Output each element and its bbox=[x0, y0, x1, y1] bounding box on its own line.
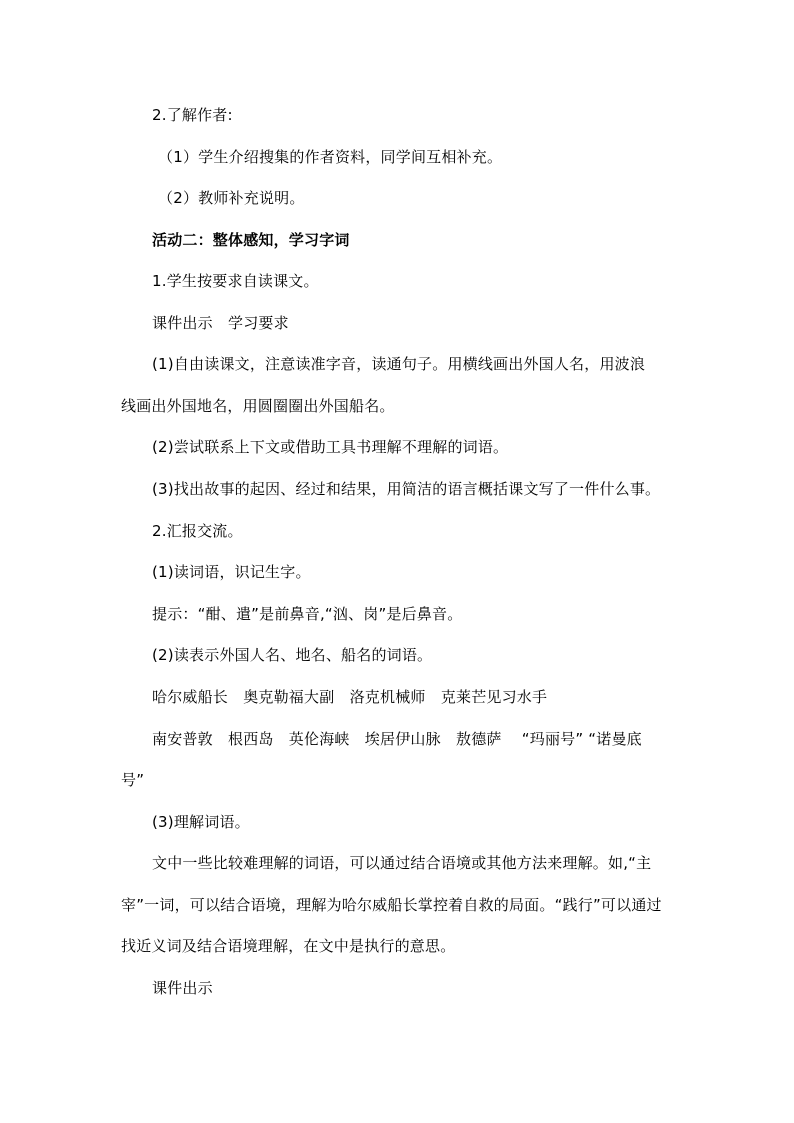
paragraph: (1)自由读课文，注意读准字音，读通句子。用横线画出外国人名，用波浪 bbox=[152, 355, 646, 373]
paragraph: 提示：“酣、遣”是前鼻音,“汹、岗”是后鼻音。 bbox=[152, 605, 463, 623]
paragraph: 2.汇报交流。 bbox=[152, 522, 243, 540]
activity-heading: 活动二：整体感知，学习字词 bbox=[152, 231, 350, 249]
paragraph: (1)读词语，识记生字。 bbox=[152, 563, 311, 581]
paragraph: 课件出示 bbox=[152, 979, 213, 997]
paragraph: 课件出示 学习要求 bbox=[152, 314, 289, 332]
section-heading-learn-author: 2.了解作者: bbox=[152, 106, 233, 124]
paragraph: 线画出外国地名，用圆圈圈出外国船名。 bbox=[121, 397, 395, 415]
list-item: （1）学生介绍搜集的作者资料，同学间互相补充。 bbox=[158, 148, 503, 166]
word-list-places: 南安普敦 根西岛 英伦海峡 埃居伊山脉 敖德萨 “玛丽号” “诺曼底 bbox=[152, 730, 642, 748]
paragraph: 宰”一词，可以结合语境，理解为哈尔威船长掌控着自救的局面。“践行”可以通过 bbox=[121, 896, 662, 914]
paragraph: 1.学生按要求自读课文。 bbox=[152, 272, 319, 290]
word-list-names: 哈尔威船长 奥克勒福大副 洛克机械师 克莱芒见习水手 bbox=[152, 688, 548, 706]
word-list-places: 号” bbox=[121, 771, 145, 789]
paragraph: 找近义词及结合语境理解，在文中是执行的意思。 bbox=[121, 937, 456, 955]
paragraph: (2)尝试联系上下文或借助工具书理解不理解的词语。 bbox=[152, 438, 509, 456]
paragraph: (2)读表示外国人名、地名、船名的词语。 bbox=[152, 646, 433, 664]
paragraph: (3)理解词语。 bbox=[152, 813, 250, 831]
list-item: （2）教师补充说明。 bbox=[158, 189, 305, 207]
paragraph: (3)找出故事的起因、经过和结果，用简洁的语言概括课文写了一件什么事。 bbox=[152, 480, 661, 498]
paragraph: 文中一些比较难理解的词语，可以通过结合语境或其他方法来理解。如,“主 bbox=[152, 854, 652, 872]
